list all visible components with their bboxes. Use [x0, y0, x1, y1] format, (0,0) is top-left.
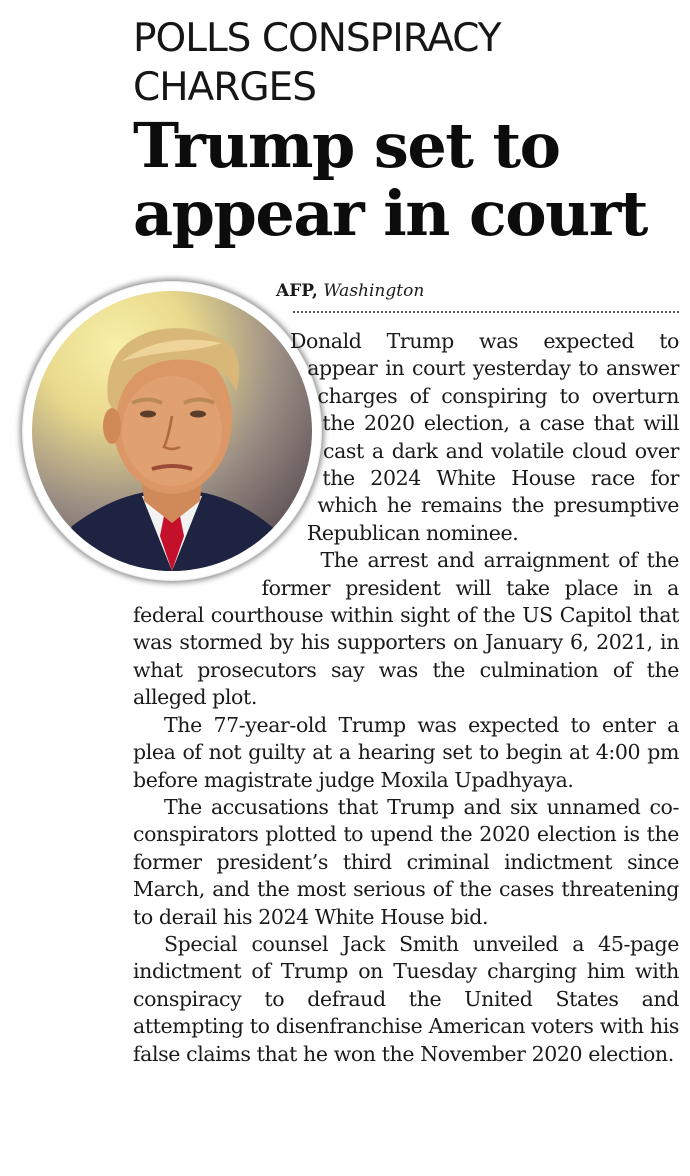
paragraph-5: Special counsel Jack Smith unveiled a 45-page indictment of Trump on Tuesday charging him with conspiracy to defraud the United States and attempting to disenfranchise American voters with his false claims that he won the November 2020 election. — [133, 931, 679, 1066]
headline: Trump set to appear in court — [133, 109, 647, 250]
byline-agency: AFP, — [276, 281, 318, 301]
byline-location: Washington — [323, 281, 425, 301]
paragraph-3: The 77-year-old Trump was expected to enter a plea of not guilty at a hearing set to begin at 4:00 pm before magistrate judge Moxila Upadhyaya. — [133, 712, 679, 792]
byline — [276, 280, 424, 302]
paragraph-1: Donald Trump was expected to appear in court yesterday to answer charges of conspiring to overturn the 2020 election, a case that will cast a dark and volatile cloud over the 2024 White House race for which he remains the presumptive Republican nominee. — [290, 329, 679, 545]
dotted-divider — [293, 311, 679, 313]
article-body — [133, 328, 679, 1068]
kicker: POLLS CONSPIRACY CHARGES — [133, 16, 501, 110]
paragraph-4: The accusations that Trump and six unnamed co-conspirators plotted to upend the 2020 election is the former president’s third criminal indictment since March, and the most serious of the cases threatening to derail his 2024 White House bid. — [133, 794, 679, 929]
paragraph-2: The arrest and arraignment of the former president will take place in a federal courthouse within sight of the US Capitol that was stormed by his supporters on January 6, 2021, in what prosecutors say was the culmination of the alleged plot. — [133, 548, 679, 710]
photo-wrap-space — [133, 328, 323, 575]
